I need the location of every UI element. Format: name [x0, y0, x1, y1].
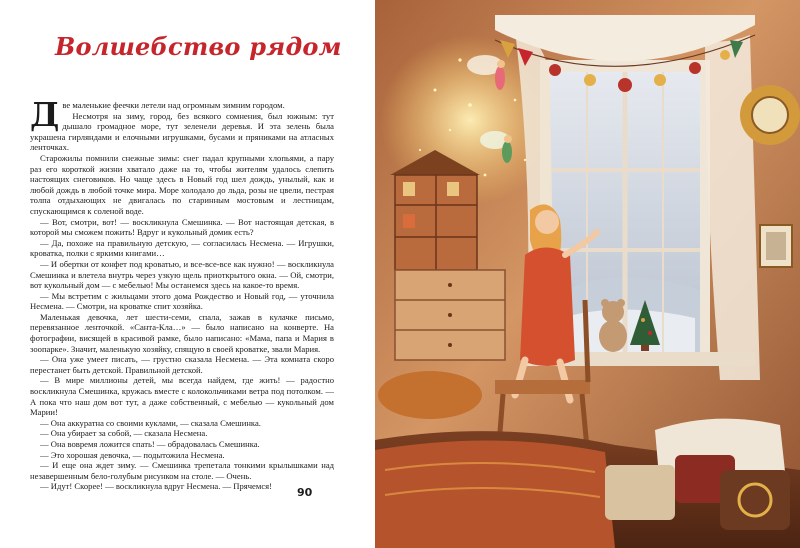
dollhouse — [390, 150, 480, 270]
paragraph: Маленькая девочка, лет шести-семи, спала, зажав в кулачке письмо, перевязанное ленточкой. «Санта-Кла…» — было написано на конверте. На фотографии, висящей в красивой рамке, было написано: «Мама, папа и Мария в зоопарке». Значит, маленькую хозяйку, спящую в своей кроватке, звали Мария. — [30, 311, 334, 354]
text-page — [0, 0, 368, 548]
paragraph: — Она уже умеет писать, — грустно сказала Несмена. — Эта комната скоро перестанет быть детской. Правильной детской. — [30, 354, 334, 375]
paragraph: Две маленькие феечки летели над огромным зимним городом. — [30, 95, 285, 134]
dresser — [395, 270, 505, 360]
drop-cap: Д — [30, 95, 60, 134]
body-text — [30, 95, 334, 492]
paragraph: — Она аккуратна со своими куклами, — сказала Смешинка. — [40, 417, 261, 428]
page-number: 90 — [297, 486, 313, 499]
illustration-page — [375, 0, 800, 548]
paragraph: — И обертки от конфет под кроватью, и все-все-все как нужно! — воскликнула Смешинка и влетела внутрь через узкую щель приоткрытого окна. — Ой, смотри, вот кукольный дом — с мебелью! Мы останемся здесь на какое-то время. — [30, 258, 334, 291]
paragraph: — Да, похоже на правильную детскую, — согласилась Несмена. — Игрушки, кроватка, полки с яркими книгами… — [30, 237, 334, 259]
paragraph: — В мире миллионы детей, мы всегда найдем, где жить! — радостно воскликнула Смешинка, кружась вместе с колокольчиками ветра под потолком. — А пока что наш дом вот тут, а даже собственный, с мебелью — кукольный дом Марии! — [30, 375, 334, 418]
chapter-title: Волшебство рядом — [55, 32, 342, 61]
paragraph: — Мы встретим с жильцами этого дома Рождество и Новый год, — уточнила Несмена. — Смотри, на кроватке спит хозяйка. — [30, 290, 334, 312]
paragraph: — Вот, смотри, вот! — воскликнула Смешинка. — Вот настоящая детская, в которой мы сможем пожить! Вдруг и кукольный домик есть? — [30, 216, 334, 238]
paragraph: — И еще она ждет зиму. — Смешинка трепетала тонкими крылышками над незавершенным бело-голубым рисунком на столе. — Очень. — [30, 460, 334, 481]
paragraph: Старожилы помнили снежные зимы: снег падал крупными хлопьями, а пару раз его короткой жизни хватало даже на то, чтобы жителям удалось слепить настоящих снеговиков. Но чаще здесь в Новый год шел дождь, унылый, как и любой дождь в любой точке мира. Море холодало до льда, розы не цвели, пестрая толпа отдыхающих не двигалась по старинным мостовым и лестницам, спускающимся к соленой воде. — [30, 152, 334, 216]
illustration — [375, 0, 800, 548]
paragraph: — Идут! Скорее! — воскликнула вдруг Несмена. — Прячемся! — [40, 481, 272, 492]
paragraph: Несмотря на зиму, город, без всякого сомнения, был южным: тут дышало громадное море, тут зеленели деревья. И эта зелень была украшена гирляндами и елочными игрушками, бусами и пряниками на атласных ленточках. — [30, 110, 334, 153]
paragraph: — Она убирает за собой, — сказала Несмена. — [40, 428, 208, 439]
sun-mirror — [740, 85, 800, 145]
floor-cushion — [378, 371, 482, 419]
paragraph: — Она вовремя ложится спать! — обрадовалась Смешинка. — [40, 439, 260, 449]
paragraph: — Это хорошая девочка, — подытожила Несмена. — [40, 449, 225, 460]
